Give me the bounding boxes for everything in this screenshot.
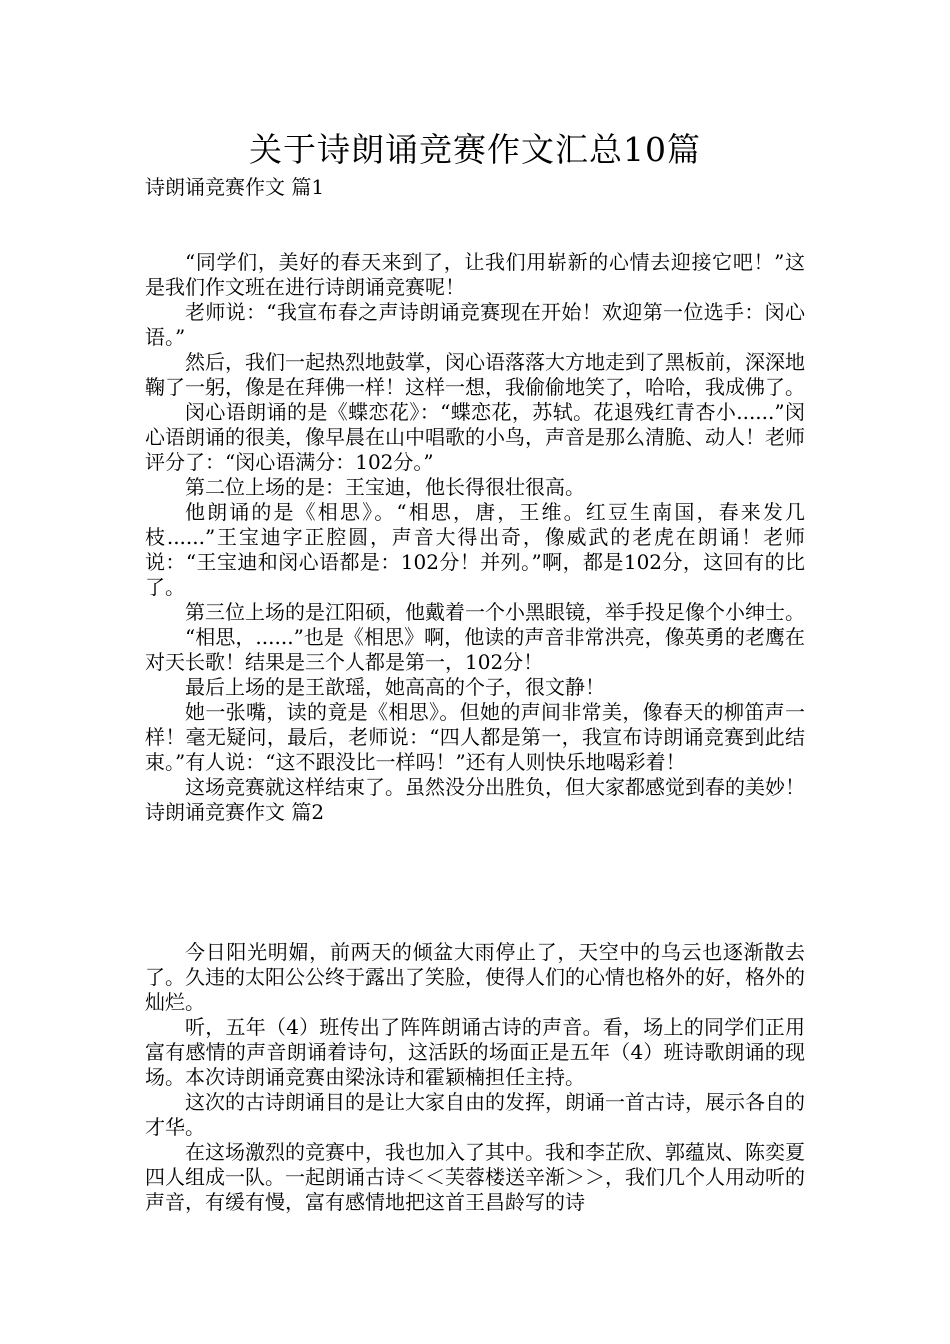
paragraph-with-heading — [145, 775, 805, 825]
paragraph: 他朗诵的是《相思》。“相思，唐，王维。红豆生南国，春来发几枝......”王宝迪字正腔圆，声音大得出奇，像威武的老虎在朗诵！老师说：“王宝迪和闵心语都是：102分！并列。”啊，都是102分，这回有的比了。 — [145, 500, 805, 599]
paragraph: 最后上场的是王歆瑶，她高高的个子，很文静！ — [185, 675, 605, 699]
section2-heading: 诗朗诵竞赛作文 篇2 — [145, 800, 325, 824]
paragraph: 闵心语朗诵的是《蝶恋花》：“蝶恋花，苏轼。花退残红青杏小......”闵心语朗诵的很美，像早晨在山中唱歌的小鸟，声音是那么清脆、动人！老师评分了：“闵心语满分：102分。” — [145, 400, 805, 474]
section1-heading: 诗朗诵竞赛作文 篇1 — [145, 175, 325, 199]
paragraph: 今日阳光明媚，前两天的倾盆大雨停止了，天空中的乌云也逐渐散去了。久违的太阳公公终于露出了笑脸，使得人们的心情也格外的好，格外的灿烂。 — [145, 940, 805, 1014]
section1-body — [145, 250, 805, 825]
section2-body — [145, 940, 805, 1215]
paragraph: 第三位上场的是江阳硕，他戴着一个小黑眼镜，举手投足像个小绅士。 — [185, 600, 805, 624]
paragraph: 这次的古诗朗诵目的是让大家自由的发挥，朗诵一首古诗，展示各自的才华。 — [145, 1090, 805, 1139]
paragraph: “相思，......”也是《相思》啊，他读的声音非常洪亮，像英勇的老鹰在对天长歌！结果是三个人都是第一，102分！ — [145, 625, 805, 674]
paragraph: 老师说：“我宣布春之声诗朗诵竞赛现在开始！欢迎第一位选手：闵心语。” — [145, 300, 805, 349]
paragraph: 她一张嘴，读的竟是《相思》。但她的声间非常美，像春天的柳笛声一样！毫无疑问，最后，老师说：“四人都是第一，我宣布诗朗诵竞赛到此结束。”有人说：“这不跟没比一样吗！”还有人则快乐地喝彩着！ — [145, 700, 805, 774]
paragraph: 听，五年（4）班传出了阵阵朗诵古诗的声音。看，场上的同学们正用富有感情的声音朗诵着诗句，这活跃的场面正是五年（4）班诗歌朗诵的现场。本次诗朗诵竞赛由梁泳诗和霍颖楠担任主持。 — [145, 1015, 805, 1089]
paragraph: “同学们，美好的春天来到了，让我们用崭新的心情去迎接它吧！”这是我们作文班在进行诗朗诵竞赛呢！ — [145, 250, 805, 299]
paragraph: 然后，我们一起热烈地鼓掌，闵心语落落大方地走到了黑板前，深深地鞠了一躬，像是在拜佛一样！这样一想，我偷偷地笑了，哈哈，我成佛了。 — [145, 350, 805, 399]
paragraph: 在这场激烈的竞赛中，我也加入了其中。我和李芷欣、郭蕴岚、陈奕夏四人组成一队。一起朗诵古诗＜＜芙蓉楼送辛渐＞＞，我们几个人用动听的声音，有缓有慢，富有感情地把这首王昌龄写的诗 — [145, 1140, 805, 1214]
paragraph-text: 这场竞赛就这样结束了。虽然没分出胜负，但大家都感觉到春的美妙！ — [185, 775, 805, 799]
paragraph: 第二位上场的是：王宝迪，他长得很壮很高。 — [185, 475, 585, 499]
document-title: 关于诗朗诵竞赛作文汇总10篇 — [249, 130, 701, 169]
